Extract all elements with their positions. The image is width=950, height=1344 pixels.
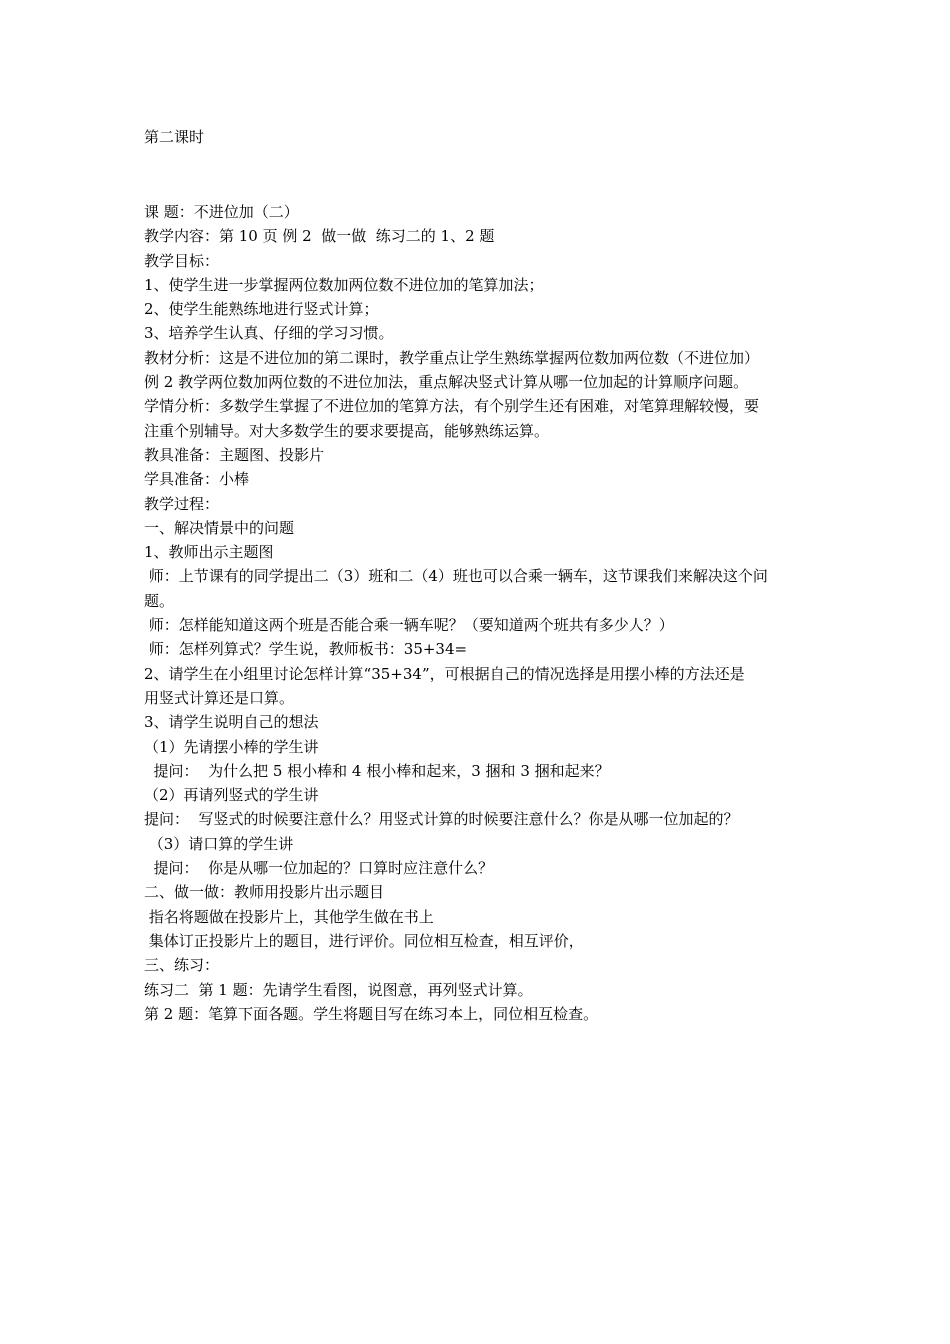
line-sub-1: （1）先请摆小棒的学生讲 [144, 737, 319, 756]
line-content: 教学内容：第 10 页 例 2 做一做 练习二的 1、2 题 [144, 227, 495, 246]
line-section-1: 一、解决情景中的问题 [144, 518, 295, 537]
line-teacher-1b: 题。 [144, 591, 175, 610]
line-step-2b: 用竖式计算还是口算。 [144, 688, 295, 707]
line-sub-2: （2）再请列竖式的学生讲 [144, 786, 319, 805]
line-section-3: 三、练习： [144, 956, 220, 975]
line-step-1: 1、教师出示主题图 [144, 543, 274, 562]
line-question-1: 提问： 为什么把 5 根小棒和 4 根小棒和起来，3 捆和 3 捆和起来？ [144, 761, 610, 780]
line-process-heading: 教学过程： [144, 494, 220, 513]
line-goal-3: 3、培养学生认真、仔细的学习习惯。 [144, 324, 394, 343]
line-teaching-aids: 教具准备：主题图、投影片 [144, 445, 325, 464]
line-question-3: 提问： 你是从哪一位加起的？口算时应注意什么？ [144, 859, 494, 878]
line-question-2: 提问： 写竖式的时候要注意什么？用竖式计算的时候要注意什么？你是从哪一位加起的？ [144, 810, 739, 829]
line-exercise-1: 练习二 第 1 题：先请学生看图，说图意，再列竖式计算。 [144, 980, 533, 999]
line-teacher-2: 师：怎样能知道这两个班是否能合乘一辆车呢？（要知道两个班共有多少人？） [144, 616, 674, 635]
line-goal-2: 2、使学生能熟练地进行竖式计算； [144, 300, 379, 319]
line-exercise-2: 第 2 题：笔算下面各题。学生将题目写在练习本上，同位相互检查。 [144, 1004, 599, 1023]
line-goals-heading: 教学目标： [144, 251, 220, 270]
line-step-3: 3、请学生说明自己的想法 [144, 713, 319, 732]
line-section-2-detail-2: 集体订正投影片上的题目，进行评价。同位相互检查，相互评价， [144, 931, 584, 950]
line-material-analysis-2: 例 2 教学两位数加两位数的不进位加法，重点解决竖式计算从哪一位加起的计算顺序问题。 [144, 373, 749, 392]
line-teacher-1a: 师：上节课有的同学提出二（3）班和二（4）班也可以合乘一辆车，这节课我们来解决这个问 [144, 567, 768, 586]
line-student-analysis-2: 注重个别辅导。对大多数学生的要求要提高，能够熟练运算。 [144, 421, 550, 440]
line-teacher-3: 师：怎样列算式？学生说，教师板书：35+34= [144, 640, 468, 659]
line-learning-aids: 学具准备：小棒 [144, 470, 250, 489]
lesson-period-title: 第二课时 [144, 128, 205, 146]
line-section-2-detail-1: 指名将题做在投影片上，其他学生做在书上 [144, 907, 434, 926]
line-section-2: 二、做一做：教师用投影片出示题目 [144, 883, 385, 902]
line-material-analysis-1: 教材分析：这是不进位加的第二课时，教学重点让学生熟练掌握两位数加两位数（不进位加） [144, 348, 760, 367]
line-sub-3: （3）请口算的学生讲 [144, 834, 294, 853]
line-student-analysis-1: 学情分析：多数学生掌握了不进位加的笔算方法，有个别学生还有困难，对笔算理解较慢，要 [144, 397, 760, 416]
line-goal-1: 1、使学生进一步掌握两位数加两位数不进位加的笔算加法； [144, 275, 544, 294]
document-body [144, 200, 808, 1026]
line-step-2a: 2、请学生在小组里讨论怎样计算“35+34”，可根据自己的情况选择是用摆小棒的方法还是 [144, 664, 745, 683]
line-topic: 课 题：不进位加（二） [144, 203, 299, 221]
